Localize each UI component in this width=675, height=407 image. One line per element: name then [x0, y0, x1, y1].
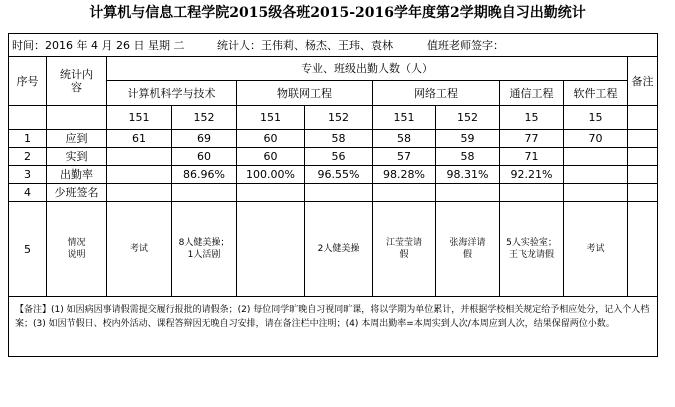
info-row	[9, 34, 658, 57]
row-expected: 1 应到 61 69 60 58 58 59 77 70	[9, 130, 658, 148]
attendance-table	[8, 33, 658, 357]
class-cell: 151	[373, 106, 436, 130]
majors-title: 专业、班级出勤人数（人）	[107, 57, 628, 81]
remark-header: 备注	[628, 57, 658, 106]
stat-header: 统计内容	[47, 57, 107, 106]
class-cell: 15	[564, 106, 628, 130]
header-row-1	[9, 57, 658, 81]
row-attendance-rate: 3 出勤率 86.96% 100.00% 96.55% 98.28% 98.31% 92.21%	[9, 166, 658, 184]
row-situation: 5 情况说明 考试 8人健美操；1人活剧 2人健美操 江莹莹请假 张海洋请假 5人实验室；王飞龙请假 考试	[9, 202, 658, 297]
major-network: 网络工程	[373, 81, 500, 106]
class-cell: 15	[500, 106, 564, 130]
row-actual: 2 实到 60 60 56 57 58 71	[9, 148, 658, 166]
seq-header: 序号	[9, 57, 47, 106]
sheet-title: 计算机与信息工程学院2015级各班2015-2016学年度第2学期晚自习出勤统计	[89, 5, 586, 21]
note-text: 【备注】(1) 如因病因事请假需提交履行报批的请假条；(2) 每位同学旷晚自习视同旷课，将以学期为单位累计，并根据学校相关规定给予相应处分，记入个人档案；(3) 如因节假日、校内外活动、课程答辩因无晚自习安排，请在备注栏中注明；(4) 本周出勤率=本周实到人次/本周应到人次，结果保留两位小数。	[9, 297, 658, 357]
note-row	[9, 297, 658, 357]
class-cell: 152	[305, 106, 373, 130]
teacher-signature: 值班老师签字：	[427, 38, 504, 52]
major-cs: 计算机科学与技术	[107, 81, 237, 106]
major-comm: 通信工程	[500, 81, 564, 106]
class-cell: 151	[237, 106, 305, 130]
header-row-2	[9, 81, 658, 106]
class-cell: 152	[172, 106, 237, 130]
counters: 统计人：王伟莉、杨杰、王玮、袁林	[217, 38, 393, 52]
major-software: 软件工程	[564, 81, 628, 106]
record-time: 时间：2016 年 4 月 26 日 星期 二	[12, 38, 185, 52]
class-cell: 152	[436, 106, 500, 130]
major-iot: 物联网工程	[237, 81, 373, 106]
class-row	[9, 106, 658, 130]
row-monitor-signature: 4 少班签名	[9, 184, 658, 202]
class-cell: 151	[107, 106, 172, 130]
